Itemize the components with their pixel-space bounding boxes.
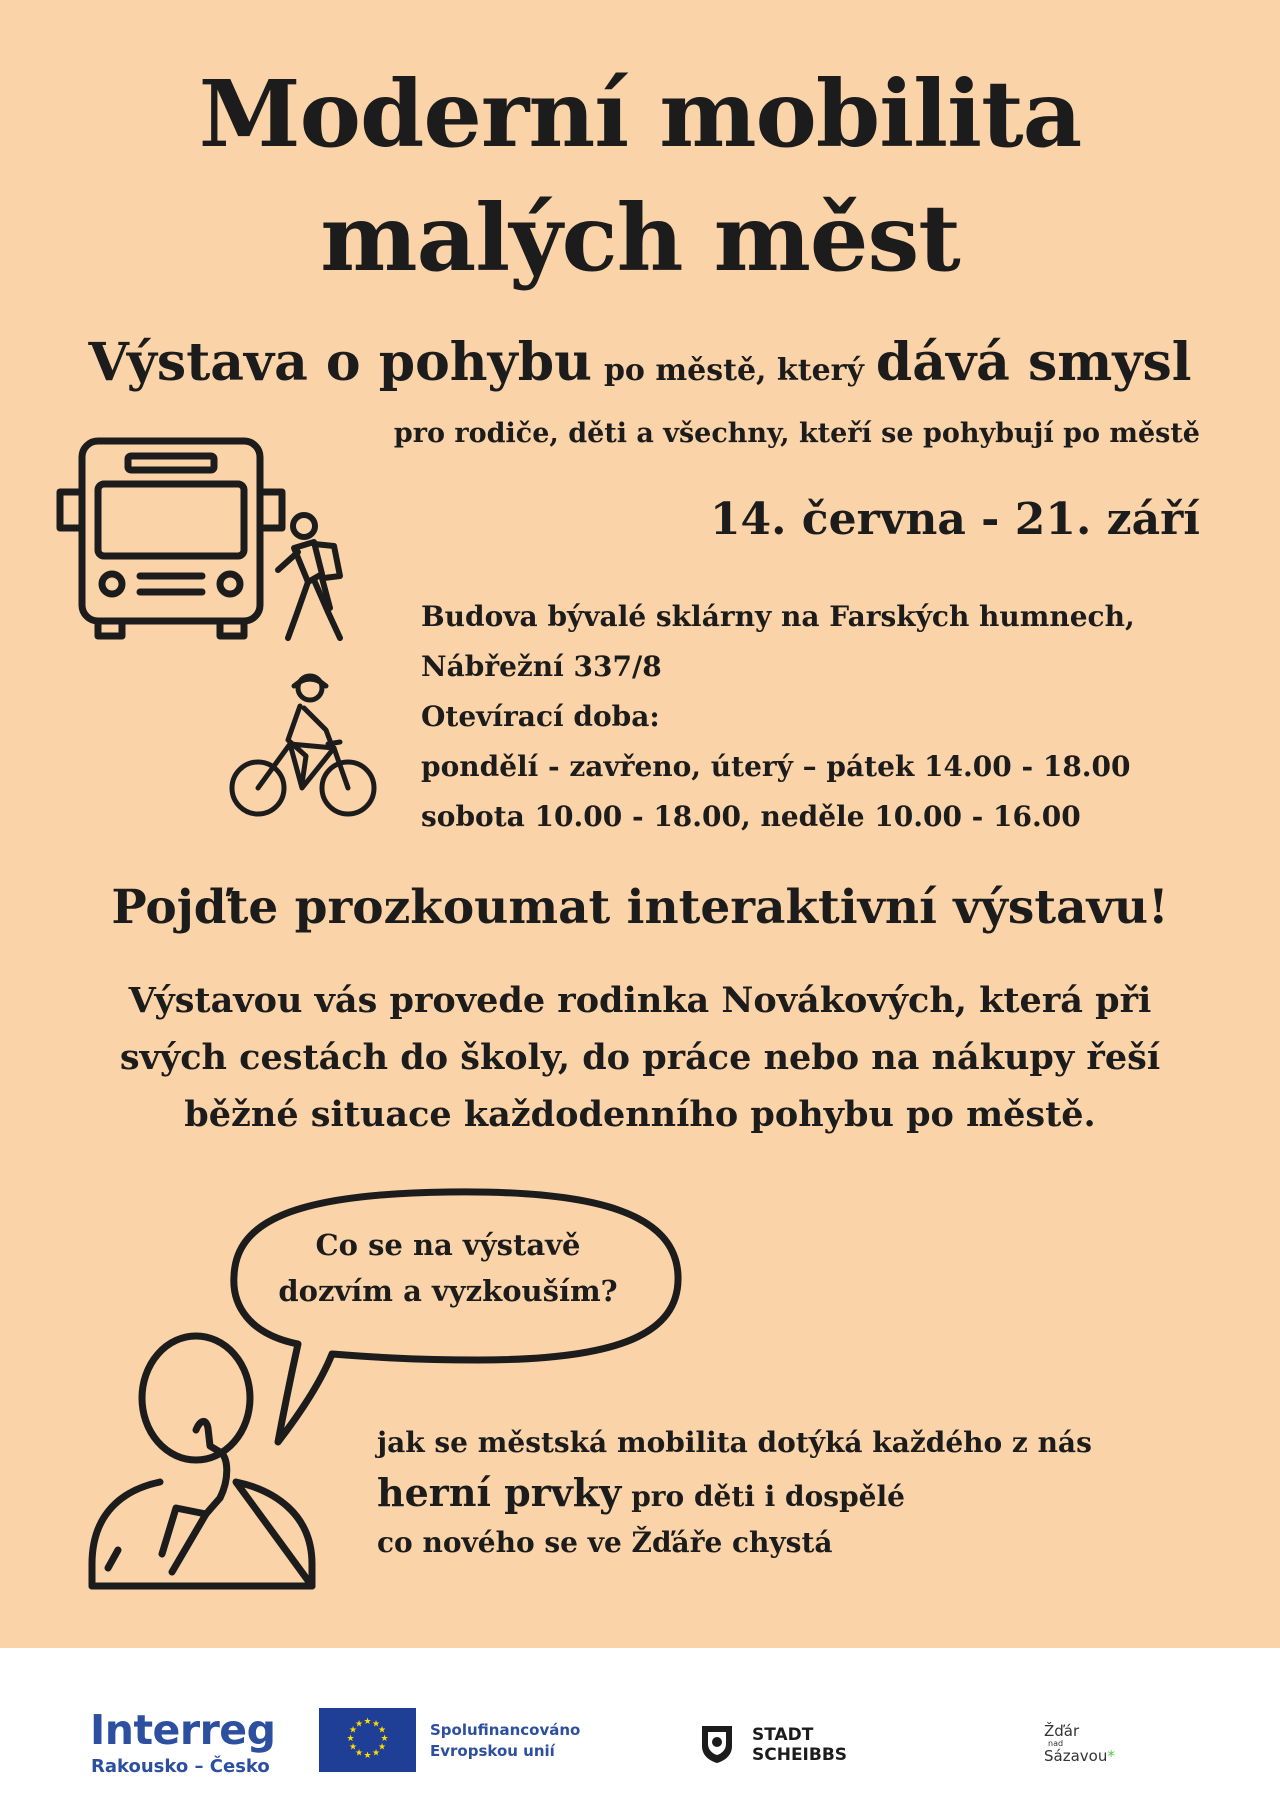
zdar-logo <box>1044 1724 1115 1764</box>
zdar-line-3: Sázavou <box>1044 1747 1108 1765</box>
scheibbs-line-2: SCHEIBBS <box>752 1745 848 1765</box>
eu-flag-icon <box>319 1708 416 1772</box>
eu-line-2: Evropskou unií <box>430 1742 555 1760</box>
answer-highlight: herní prvky <box>377 1470 622 1515</box>
description <box>0 972 1280 1143</box>
interreg-logo: Interreg <box>90 1706 276 1754</box>
svg-text:★: ★ <box>363 1717 372 1727</box>
svg-text:★: ★ <box>380 1734 389 1744</box>
eu-stars-icon <box>319 1708 416 1772</box>
svg-text:★: ★ <box>363 1751 372 1761</box>
venue-line-2: Nábřežní 337/8 <box>421 650 662 683</box>
answer-line-2-rest: pro děti i dospělé <box>631 1480 905 1513</box>
bubble-question <box>258 1222 638 1314</box>
svg-text:★: ★ <box>371 1748 381 1759</box>
answer-line-3: co nového se ve Žďáře chystá <box>377 1526 833 1559</box>
hours-line-2: sobota 10.00 - 18.00, neděle 10.00 - 16.00 <box>421 800 1081 833</box>
description-line-2: svých cestách do školy, do práce nebo na nákupy řeší <box>119 1037 1161 1078</box>
venue-and-hours <box>421 592 1135 842</box>
bubble-line-1: Co se na výstavě <box>315 1228 581 1262</box>
cyclist-icon <box>228 672 380 822</box>
svg-text:★: ★ <box>377 1725 387 1736</box>
thinking-person-icon <box>86 1328 326 1596</box>
svg-text:★: ★ <box>354 1719 364 1730</box>
sponsor-footer <box>0 1648 1280 1809</box>
scheibbs-crest-icon <box>700 1724 734 1764</box>
eu-cofunding-text <box>430 1720 580 1762</box>
hours-line-1: pondělí - zavřeno, úterý – pátek 14.00 - 18.00 <box>421 750 1131 783</box>
subtitle-part-2: po městě, který <box>603 353 864 388</box>
bus-icon <box>52 436 292 646</box>
hiker-icon <box>268 512 358 646</box>
bubble-line-2: dozvím a vyzkouším? <box>278 1274 618 1308</box>
zdar-line-2: nad <box>1048 1739 1064 1748</box>
svg-text:★: ★ <box>346 1734 355 1744</box>
hours-label: Otevírací doba: <box>421 700 660 733</box>
answer-line-1: jak se městská mobilita dotýká každého z nás <box>377 1426 1092 1459</box>
subtitle <box>0 332 1280 393</box>
subtitle-part-3: dává smysl <box>875 332 1192 393</box>
venue-line-1: Budova bývalé sklárny na Farských humnech, <box>421 600 1135 633</box>
title-line-1: Moderní mobilita <box>198 60 1082 168</box>
exhibition-dates: 14. června - 21. září <box>709 494 1200 545</box>
svg-text:★: ★ <box>348 1742 358 1753</box>
zdar-line-3-wrap <box>1044 1749 1115 1764</box>
description-line-1: Výstavou vás provede rodinka Novákových, která při <box>128 980 1152 1021</box>
interreg-region: Rakousko – Česko <box>91 1756 270 1777</box>
svg-text:★: ★ <box>348 1725 358 1736</box>
scheibbs-line-1: STADT <box>752 1725 814 1745</box>
scheibbs-logo <box>752 1725 847 1765</box>
title-line-2: malých měst <box>320 184 960 292</box>
description-line-3: běžné situace každodenního pohybu po městě. <box>184 1094 1096 1135</box>
subtitle-part-1: Výstava o pohybu <box>88 332 592 393</box>
answer-line-2 <box>377 1468 1092 1518</box>
zdar-line-1: Žďár <box>1044 1722 1080 1740</box>
zdar-star-icon: * <box>1107 1747 1115 1765</box>
exhibition-highlights <box>377 1418 1092 1568</box>
eu-line-1: Spolufinancováno <box>430 1721 581 1739</box>
call-to-action: Pojďte prozkoumat interaktivní výstavu! <box>111 880 1169 935</box>
svg-text:★: ★ <box>371 1719 381 1730</box>
svg-text:★: ★ <box>354 1748 364 1759</box>
svg-text:★: ★ <box>377 1742 387 1753</box>
audience-text: pro rodiče, děti a všechny, kteří se pohybují po městě <box>393 418 1200 449</box>
